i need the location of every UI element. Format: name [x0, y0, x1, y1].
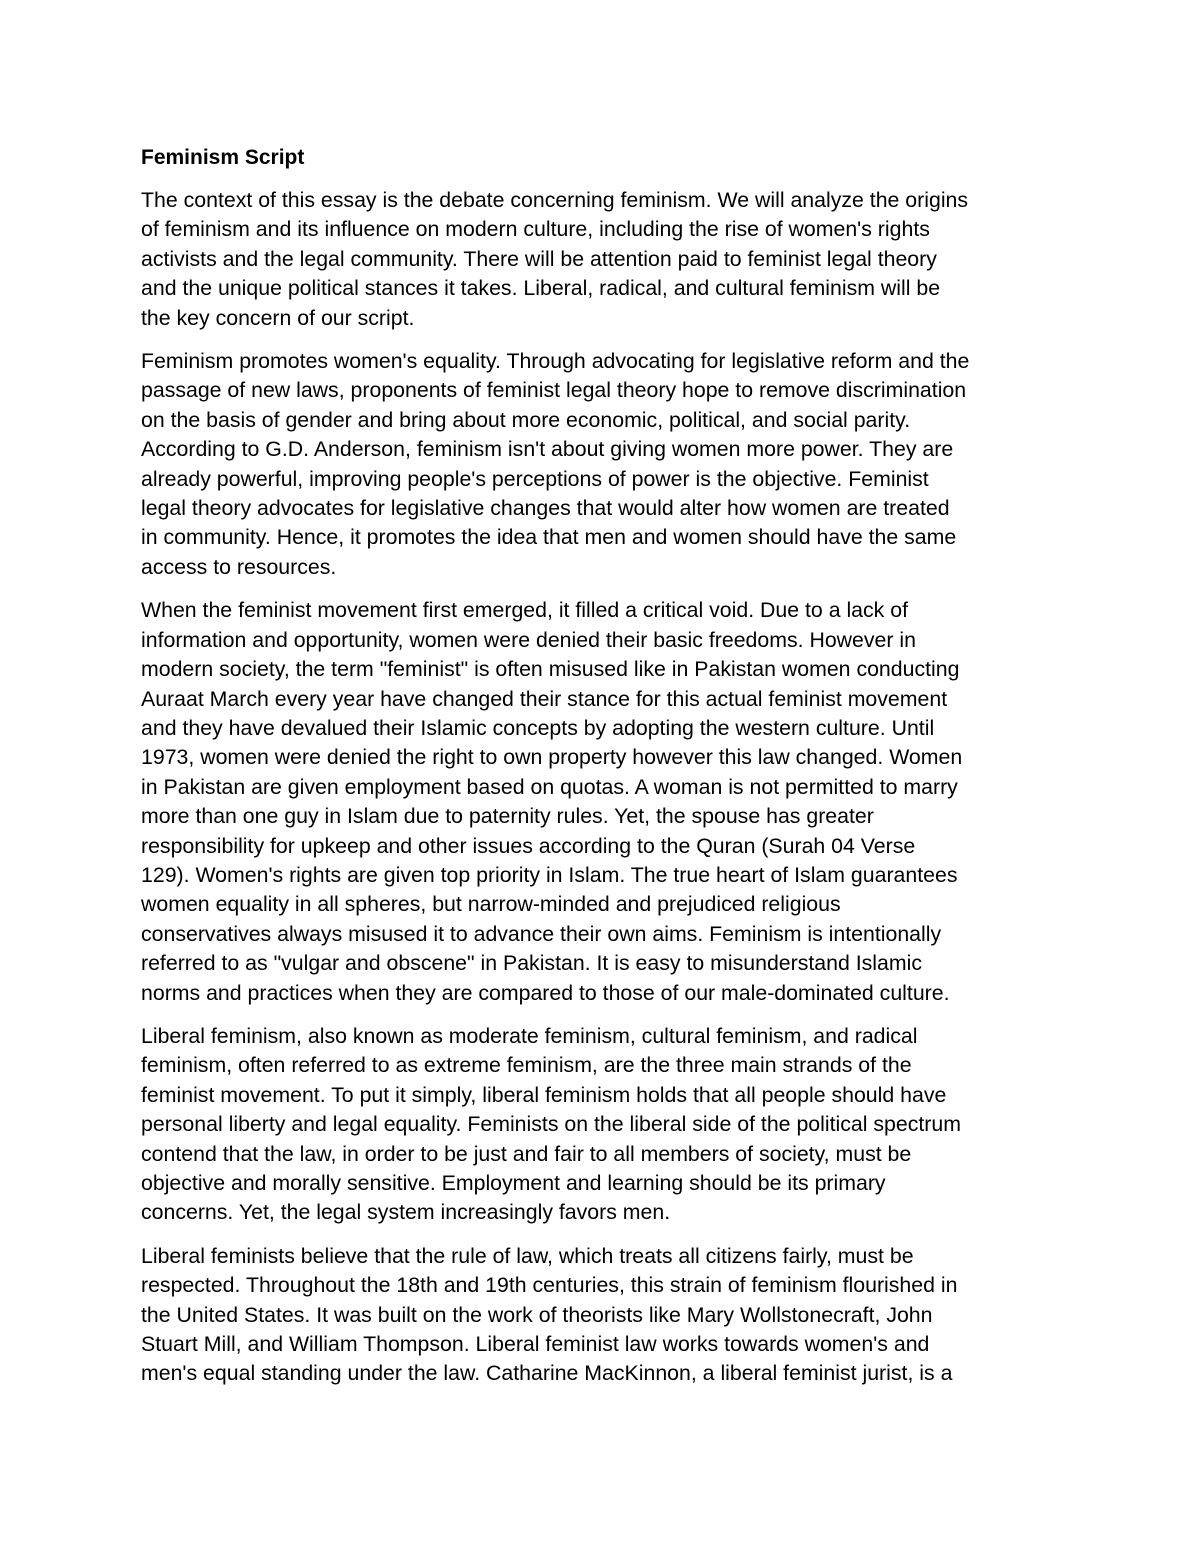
- text-line: and the unique political stances it takes. Liberal, radical, and cultural feminism will be: [141, 276, 941, 301]
- text-line: Auraat March every year have changed their stance for this actual feminist movement: [141, 686, 948, 711]
- text-line: access to resources.: [141, 554, 337, 579]
- text-line: in community. Hence, it promotes the idea that men and women should have the same: [141, 525, 957, 550]
- paragraph-list: [141, 186, 1071, 1389]
- text-line: legal theory advocates for legislative changes that would alter how women are treated: [141, 496, 950, 521]
- text-line: the key concern of our script.: [141, 305, 415, 330]
- text-line: Liberal feminists believe that the rule of law, which treats all citizens fairly, must be: [141, 1243, 914, 1268]
- text-line: more than one guy in Islam due to paternity rules. Yet, the spouse has greater: [141, 804, 874, 829]
- text-line: personal liberty and legal equality. Feminists on the liberal side of the political spectrum: [141, 1112, 961, 1137]
- document-title: Feminism Script: [141, 146, 305, 169]
- text-line: in Pakistan are given employment based on quotas. A woman is not permitted to marry: [141, 774, 958, 799]
- text-line: conservatives always misused it to advance their own aims. Feminism is intentionally: [141, 921, 942, 946]
- text-line: norms and practices when they are compared to those of our male-dominated culture.: [141, 980, 950, 1005]
- text-line: men's equal standing under the law. Catharine MacKinnon, a liberal feminist jurist, is a: [141, 1361, 953, 1386]
- paragraph: [141, 347, 1071, 582]
- text-line: feminist movement. To put it simply, liberal feminism holds that all people should have: [141, 1082, 947, 1107]
- text-line: responsibility for upkeep and other issues according to the Quran (Surah 04 Verse: [141, 833, 916, 858]
- text-line: feminism, often referred to as extreme feminism, are the three main strands of the: [141, 1053, 912, 1078]
- text-line: contend that the law, in order to be just and fair to all members of society, must be: [141, 1141, 912, 1166]
- paragraph: [141, 596, 1071, 1008]
- text-line: objective and morally sensitive. Employment and learning should be its primary: [141, 1171, 886, 1195]
- text-line: information and opportunity, women were denied their basic freedoms. However in: [141, 627, 916, 652]
- text-line: Feminism promotes women's equality. Through advocating for legislative reform and the: [141, 349, 970, 374]
- text-line: passage of new laws, proponents of feminist legal theory hope to remove discrimination: [141, 378, 967, 403]
- text-line: activists and the legal community. There will be attention paid to feminist legal theory: [141, 246, 937, 271]
- text-line: on the basis of gender and bring about more economic, political, and social parity.: [141, 407, 911, 432]
- text-line: modern society, the term "feminist" is often misused like in Pakistan women conducting: [141, 657, 960, 682]
- text-line: 129). Women's rights are given top priority in Islam. The true heart of Islam guarantees: [141, 862, 958, 887]
- document-body: [141, 143, 1071, 1403]
- text-line: The context of this essay is the debate concerning feminism. We will analyze the origins: [141, 188, 969, 212]
- text-line: the United States. It was built on the work of theorists like Mary Wollstonecraft, John: [141, 1302, 933, 1327]
- text-line: concerns. Yet, the legal system increasingly favors men.: [141, 1200, 671, 1225]
- paragraph: [141, 1242, 1071, 1389]
- text-line: respected. Throughout the 18th and 19th centuries, this strain of feminism flourished in: [141, 1273, 958, 1298]
- text-line: 1973, women were denied the right to own property however this law changed. Women: [141, 745, 963, 770]
- text-line: already powerful, improving people's perceptions of power is the objective. Feminist: [141, 466, 929, 491]
- paragraph: [141, 1022, 1071, 1228]
- text-line: According to G.D. Anderson, feminism isn't about giving women more power. They are: [141, 437, 954, 462]
- text-line: women equality in all spheres, but narrow-minded and prejudiced religious: [141, 892, 841, 917]
- text-line: referred to as "vulgar and obscene" in Pakistan. It is easy to misunderstand Islamic: [141, 951, 923, 976]
- text-line: When the feminist movement first emerged, it filled a critical void. Due to a lack of: [141, 598, 908, 623]
- text-line: and they have devalued their Islamic concepts by adopting the western culture. Until: [141, 715, 935, 740]
- text-line: Liberal feminism, also known as moderate feminism, cultural feminism, and radical: [141, 1023, 918, 1048]
- text-line: Stuart Mill, and William Thompson. Liberal feminist law works towards women's and: [141, 1332, 930, 1357]
- paragraph: [141, 186, 1071, 333]
- text-line: of feminism and its influence on modern culture, including the rise of women's rights: [141, 217, 930, 242]
